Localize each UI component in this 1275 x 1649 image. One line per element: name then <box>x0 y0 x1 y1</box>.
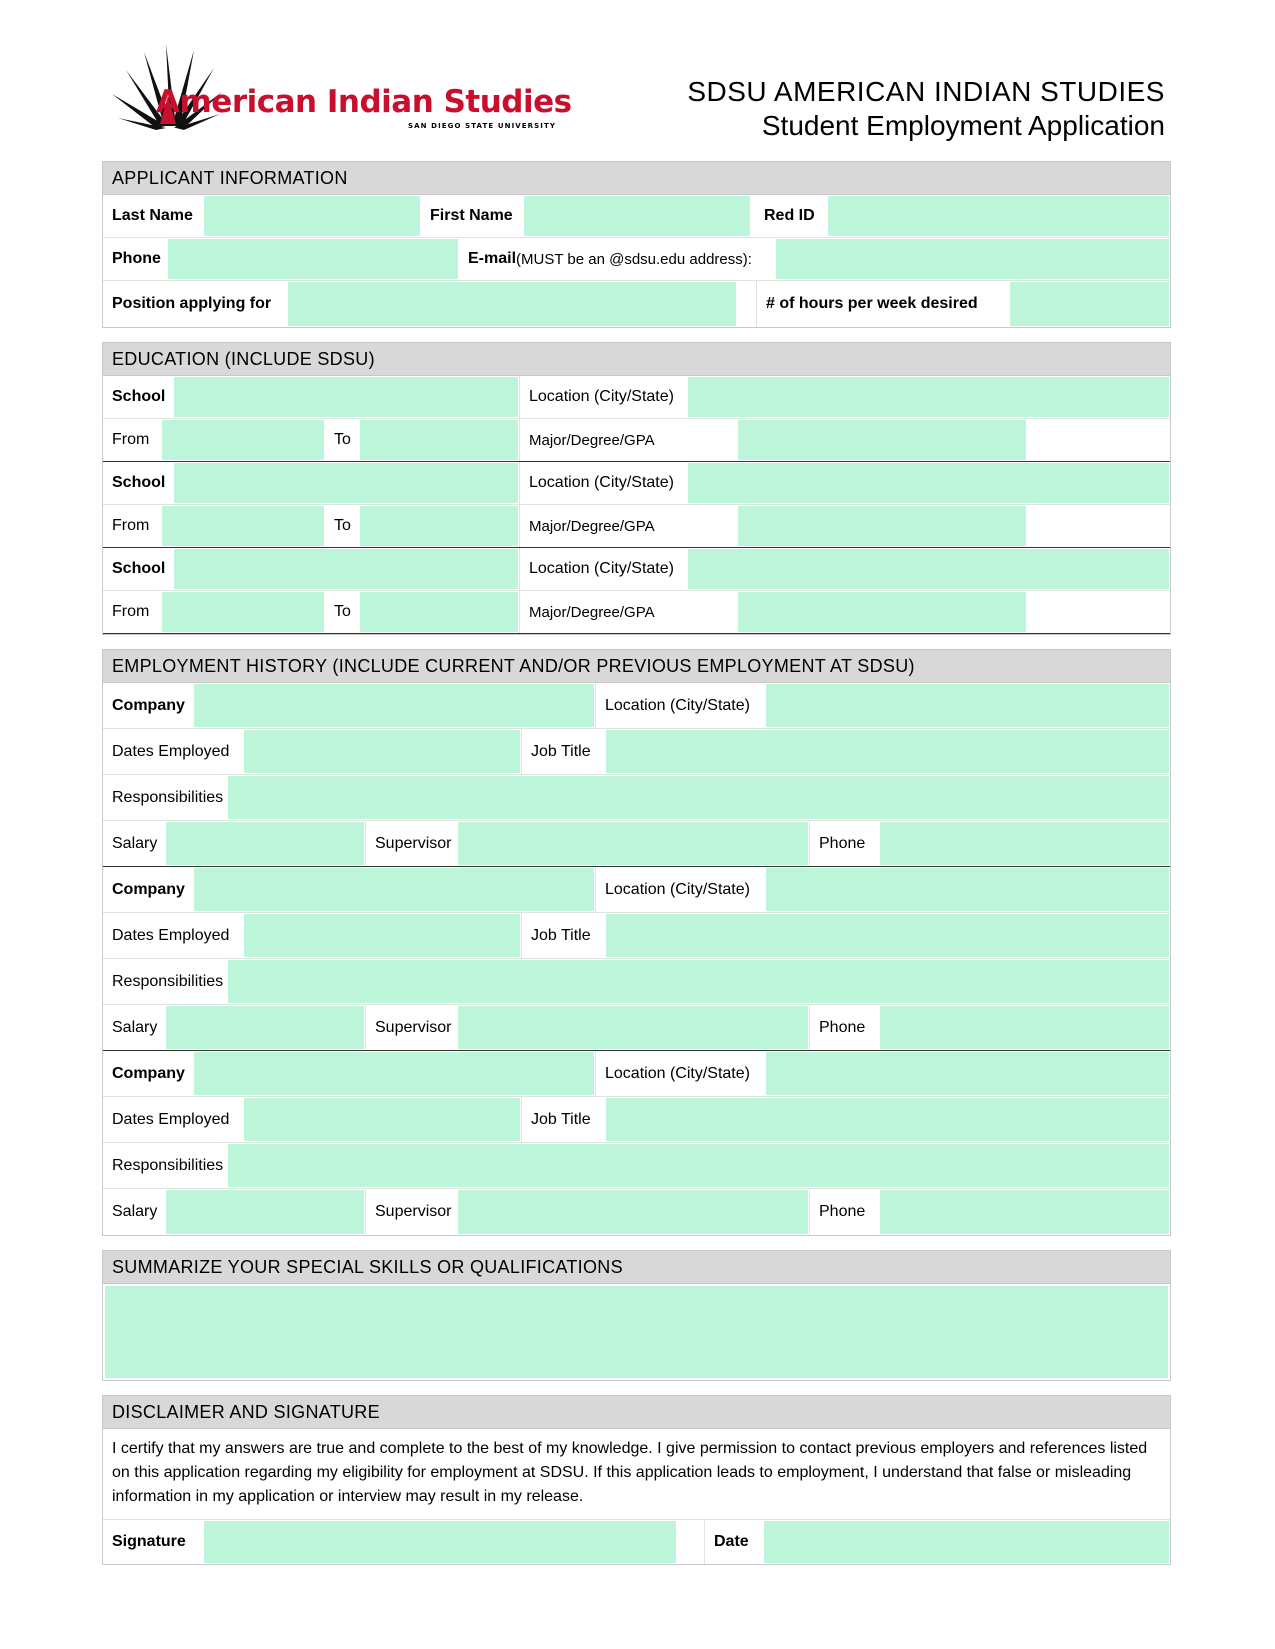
phone-label: Phone <box>809 1189 879 1235</box>
responsibilities-field[interactable] <box>227 775 1170 820</box>
job-title-field[interactable] <box>605 729 1170 774</box>
contact-row <box>103 238 1170 281</box>
logo-subtitle: SAN DIEGO STATE UNIVERSITY <box>408 122 557 130</box>
dates-employed-field[interactable] <box>243 729 521 774</box>
school-label: School <box>103 548 173 590</box>
salary-row <box>103 821 1170 867</box>
job-title-label: Job Title <box>521 1097 605 1142</box>
salary-row <box>103 1189 1170 1235</box>
phone-field[interactable] <box>167 238 459 280</box>
email-label-text: E-mail <box>468 250 517 267</box>
from-label: From <box>103 505 161 547</box>
email-label <box>459 238 775 280</box>
location-label: Location (City/State) <box>519 376 687 418</box>
dates-employed-label: Dates Employed <box>103 913 243 958</box>
page-title-line2: Student Employment Application <box>761 110 1165 141</box>
school-row <box>103 548 1170 591</box>
responsibilities-row <box>103 959 1170 1005</box>
location-label: Location (City/State) <box>595 867 765 912</box>
disclaimer-text: I certify that my answers are true and complete to the best of my knowledge. I give permission to contact previous employers and references listed on this application regarding my eligibility for employment at SDSU. If this application leads to employment, I understand that false or misleading information in my application or interview may result in my release. <box>103 1429 1170 1520</box>
location-label: Location (City/State) <box>595 683 765 728</box>
from-field[interactable] <box>161 591 325 633</box>
school-field[interactable] <box>173 376 519 418</box>
responsibilities-label: Responsibilities <box>103 959 227 1004</box>
responsibilities-row <box>103 775 1170 821</box>
company-row <box>103 867 1170 913</box>
school-label: School <box>103 376 173 418</box>
name-row <box>103 195 1170 238</box>
company-field[interactable] <box>193 867 595 912</box>
dates-employed-row <box>103 729 1170 775</box>
position-field[interactable] <box>287 281 737 327</box>
job-title-label: Job Title <box>521 913 605 958</box>
to-field[interactable] <box>359 505 519 547</box>
dates-employed-row <box>103 913 1170 959</box>
phone-label: Phone <box>809 821 879 866</box>
location-field[interactable] <box>687 548 1170 590</box>
hours-field[interactable] <box>1009 281 1170 327</box>
from-label: From <box>103 419 161 461</box>
employment-section <box>102 649 1171 1236</box>
major-label: Major/Degree/GPA <box>519 591 737 633</box>
employment-heading: EMPLOYMENT HISTORY (INCLUDE CURRENT AND/OR PREVIOUS EMPLOYMENT AT SDSU) <box>103 650 1170 683</box>
major-label: Major/Degree/GPA <box>519 419 737 461</box>
education-section <box>102 342 1171 635</box>
phone-field[interactable] <box>879 821 1170 866</box>
phone-label: Phone <box>809 1005 879 1050</box>
signature-label: Signature <box>103 1520 203 1564</box>
salary-field[interactable] <box>165 1005 365 1050</box>
position-label: Position applying for <box>103 281 287 327</box>
from-field[interactable] <box>161 505 325 547</box>
email-note: (MUST be an @sdsu.edu address): <box>516 250 752 268</box>
dates-row <box>103 419 1170 462</box>
salary-field[interactable] <box>165 821 365 866</box>
signature-row <box>103 1520 1170 1564</box>
date-label: Date <box>705 1520 763 1564</box>
application-form <box>102 161 1171 1579</box>
supervisor-label: Supervisor <box>365 1005 457 1050</box>
school-row <box>103 462 1170 505</box>
salary-row <box>103 1005 1170 1051</box>
supervisor-label: Supervisor <box>365 821 457 866</box>
major-field[interactable] <box>737 419 1027 461</box>
salary-label: Salary <box>103 1005 165 1050</box>
dates-employed-field[interactable] <box>243 1097 521 1142</box>
spacer <box>1027 591 1170 633</box>
supervisor-field[interactable] <box>457 1005 809 1050</box>
email-field[interactable] <box>775 238 1170 280</box>
job-title-label: Job Title <box>521 729 605 774</box>
location-label: Location (City/State) <box>519 548 687 590</box>
last-name-field[interactable] <box>203 195 421 237</box>
salary-field[interactable] <box>165 1189 365 1235</box>
applicant-section <box>102 161 1171 328</box>
skills-section <box>102 1250 1171 1381</box>
location-label: Location (City/State) <box>519 462 687 504</box>
disclaimer-section <box>102 1395 1171 1565</box>
from-field[interactable] <box>161 419 325 461</box>
location-field[interactable] <box>765 867 1170 912</box>
company-label: Company <box>103 1051 193 1096</box>
from-label: From <box>103 591 161 633</box>
job-title-field[interactable] <box>605 1097 1170 1142</box>
supervisor-field[interactable] <box>457 1189 809 1235</box>
company-field[interactable] <box>193 683 595 728</box>
job-title-field[interactable] <box>605 913 1170 958</box>
location-field[interactable] <box>765 683 1170 728</box>
dates-employed-field[interactable] <box>243 913 521 958</box>
major-label: Major/Degree/GPA <box>519 505 737 547</box>
supervisor-field[interactable] <box>457 821 809 866</box>
page-title-line1: SDSU AMERICAN INDIAN STUDIES <box>687 76 1165 107</box>
to-label: To <box>325 591 359 633</box>
first-name-label: First Name <box>421 195 523 237</box>
location-field[interactable] <box>687 462 1170 504</box>
school-field[interactable] <box>173 548 519 590</box>
company-field[interactable] <box>193 1051 595 1096</box>
skills-heading: SUMMARIZE YOUR SPECIAL SKILLS OR QUALIFICATIONS <box>103 1251 1170 1284</box>
hours-label: # of hours per week desired <box>757 281 1009 327</box>
major-field[interactable] <box>737 505 1027 547</box>
to-field[interactable] <box>359 419 519 461</box>
red-id-field[interactable] <box>827 195 1170 237</box>
location-field[interactable] <box>687 376 1170 418</box>
spacer <box>677 1520 705 1564</box>
responsibilities-field[interactable] <box>227 1143 1170 1188</box>
phone-field[interactable] <box>879 1189 1170 1235</box>
school-row <box>103 376 1170 419</box>
salary-label: Salary <box>103 821 165 866</box>
signature-field[interactable] <box>203 1520 677 1564</box>
page-title <box>687 75 1165 143</box>
supervisor-label: Supervisor <box>365 1189 457 1235</box>
location-label: Location (City/State) <box>595 1051 765 1096</box>
company-row <box>103 1051 1170 1097</box>
dates-row <box>103 505 1170 548</box>
to-field[interactable] <box>359 591 519 633</box>
to-label: To <box>325 505 359 547</box>
disclaimer-heading: DISCLAIMER AND SIGNATURE <box>103 1396 1170 1429</box>
red-id-label: Red ID <box>755 195 827 237</box>
salary-label: Salary <box>103 1189 165 1235</box>
company-label: Company <box>103 867 193 912</box>
dates-employed-label: Dates Employed <box>103 1097 243 1142</box>
date-field[interactable] <box>763 1520 1170 1564</box>
responsibilities-row <box>103 1143 1170 1189</box>
company-row <box>103 683 1170 729</box>
major-field[interactable] <box>737 591 1027 633</box>
responsibilities-label: Responsibilities <box>103 1143 227 1188</box>
company-label: Company <box>103 683 193 728</box>
last-name-label: Last Name <box>103 195 203 237</box>
dates-employed-label: Dates Employed <box>103 729 243 774</box>
logo-text: American Indian Studies <box>156 84 572 120</box>
dates-row <box>103 591 1170 634</box>
to-label: To <box>325 419 359 461</box>
responsibilities-field[interactable] <box>227 959 1170 1004</box>
first-name-field[interactable] <box>523 195 751 237</box>
spacer <box>1027 505 1170 547</box>
school-field[interactable] <box>173 462 519 504</box>
skills-field[interactable] <box>105 1286 1168 1378</box>
spacer <box>737 281 757 327</box>
spacer <box>1027 419 1170 461</box>
phone-field[interactable] <box>879 1005 1170 1050</box>
dates-employed-row <box>103 1097 1170 1143</box>
applicant-heading: APPLICANT INFORMATION <box>103 162 1170 195</box>
location-field[interactable] <box>765 1051 1170 1096</box>
education-heading: EDUCATION (INCLUDE SDSU) <box>103 343 1170 376</box>
school-label: School <box>103 462 173 504</box>
position-row <box>103 281 1170 327</box>
responsibilities-label: Responsibilities <box>103 775 227 820</box>
american-indian-studies-logo <box>110 38 572 138</box>
phone-label: Phone <box>103 238 167 280</box>
